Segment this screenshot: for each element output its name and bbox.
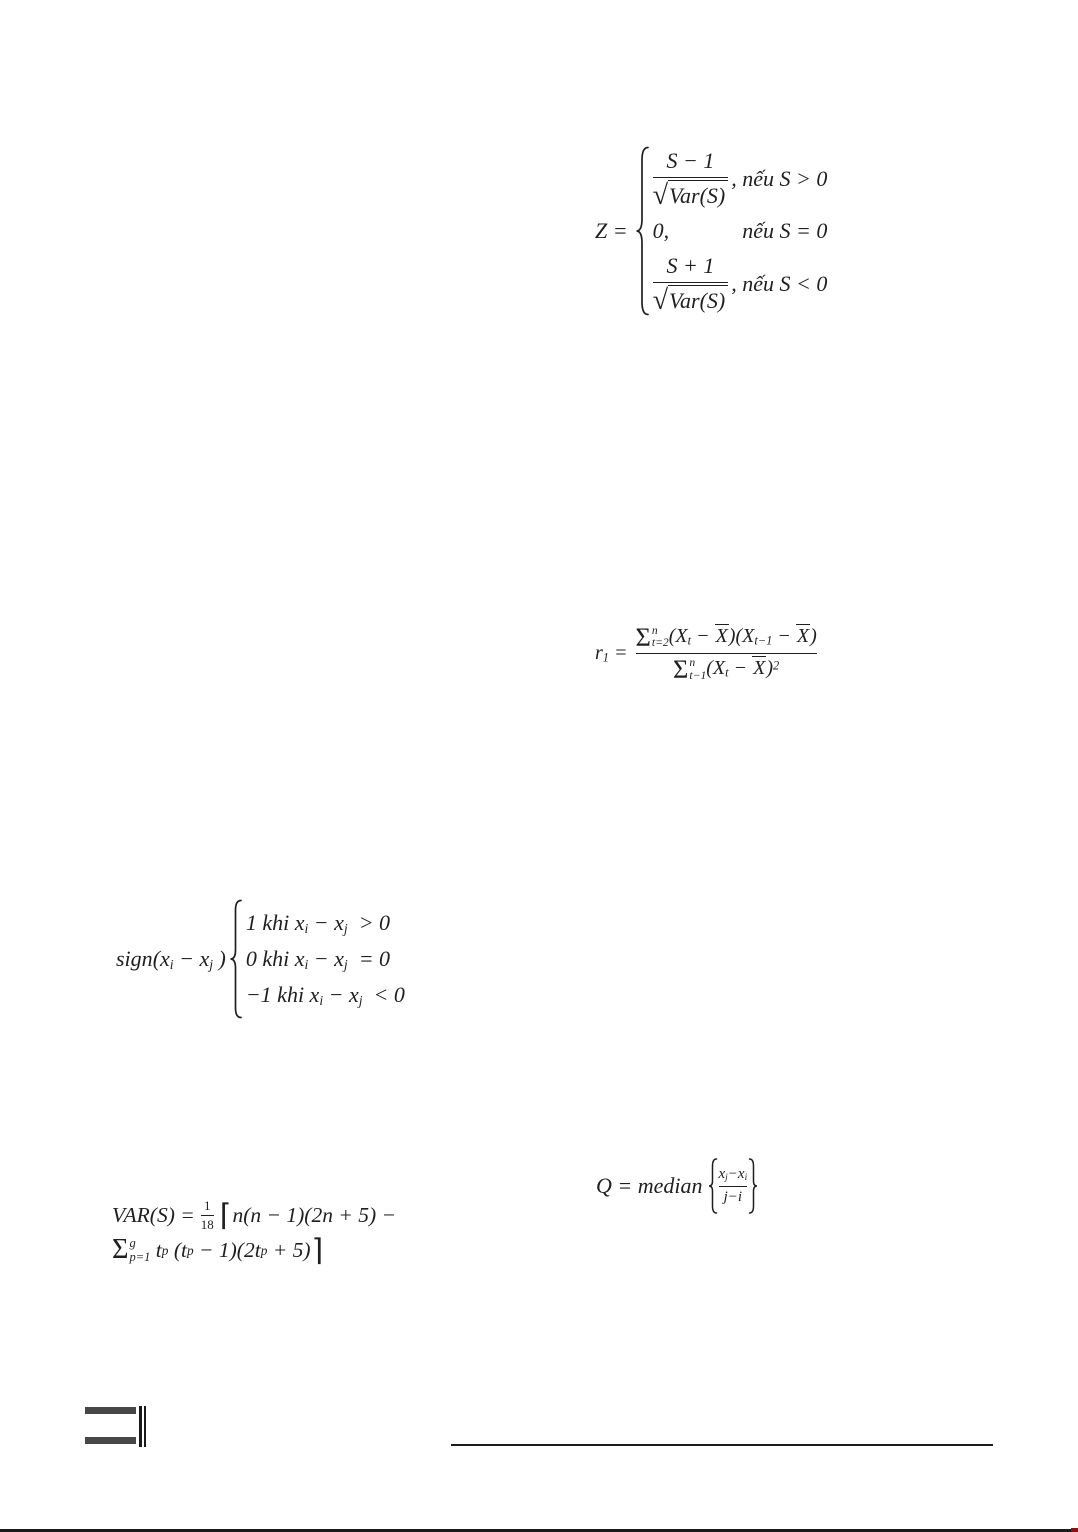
math-fragment: − 1)(2t — [193, 1238, 261, 1262]
fraction-bar — [636, 653, 817, 654]
math-numerator: 1 — [204, 1198, 211, 1213]
subscript: 1 — [602, 650, 609, 665]
footer-logo-mark — [85, 1406, 147, 1448]
math-numerator: S − 1 — [666, 148, 715, 173]
math-lhs — [116, 946, 226, 973]
formula-sign-function — [116, 899, 405, 1019]
math-fragment: + 5) — [267, 1238, 311, 1262]
math-fragment: (X — [668, 625, 688, 647]
cases-column — [246, 910, 405, 1009]
summation — [673, 654, 707, 685]
variable: x — [160, 945, 170, 971]
subscript: j — [343, 956, 348, 972]
variable: r — [595, 641, 603, 664]
logo-vertical-line — [144, 1406, 147, 1447]
math-fragment: 1 khi x — [245, 909, 305, 935]
variable: x — [718, 1165, 726, 1182]
math-fragment: > 0 — [347, 909, 391, 935]
fraction — [653, 148, 729, 209]
math-denominator: j−i — [723, 1189, 743, 1206]
sigma-symbol: Σ — [673, 654, 689, 685]
minus-sign: − — [728, 657, 753, 680]
subscript: p — [161, 1242, 169, 1258]
sum-upper-limit: n — [651, 623, 658, 637]
subscript: i — [304, 920, 309, 936]
math-denominator: 18 — [200, 1217, 214, 1232]
x-bar: X — [796, 625, 810, 647]
formula-lag1-autocorrelation — [595, 624, 817, 683]
curly-brace — [635, 146, 650, 316]
fraction — [719, 1166, 748, 1206]
math-fragment: (X — [706, 657, 726, 680]
square-root — [653, 285, 729, 314]
fraction — [636, 624, 817, 683]
math-fragment: n(n − 1)(2n + 5) − — [232, 1203, 397, 1227]
math-denominator — [673, 654, 780, 685]
formula-variance-s — [112, 1198, 396, 1268]
math-lhs — [595, 642, 628, 666]
footer-rule — [451, 1444, 993, 1446]
subscript: t — [725, 666, 729, 681]
sqrt-body: Var(S) — [668, 180, 728, 209]
subscript: j — [725, 1173, 728, 1184]
case-line — [246, 910, 405, 937]
math-lhs: Q = median — [596, 1173, 703, 1198]
case-line — [653, 148, 828, 209]
minus-sign: − — [772, 625, 796, 647]
math-numerator — [636, 624, 817, 650]
x-bar: X — [715, 625, 728, 647]
formula-sen-slope — [596, 1158, 758, 1214]
curly-brace — [229, 899, 243, 1019]
close-bracket: ⌉ — [311, 1233, 324, 1268]
subscript: j — [209, 956, 213, 972]
subscript: i — [319, 992, 324, 1008]
math-numerator: S + 1 — [666, 253, 715, 278]
equals-sign: = — [609, 641, 628, 664]
logo-bar — [85, 1437, 136, 1444]
variable: x — [737, 1165, 745, 1182]
coefficient-fraction — [201, 1198, 214, 1233]
curly-brace — [748, 1158, 758, 1214]
subscript: i — [744, 1173, 748, 1184]
sum-limits — [689, 657, 706, 682]
sqrt-body: Var(S) — [668, 285, 728, 314]
page-bottom-accent — [1071, 1528, 1078, 1532]
math-fragment: −1 khi x — [245, 981, 320, 1007]
subscript: t — [687, 633, 692, 648]
subscript: j — [343, 920, 348, 936]
math-lhs: Z = — [595, 218, 628, 243]
math-fragment: = 0 — [347, 945, 391, 971]
formula-z-statistic — [595, 146, 827, 316]
variable: x — [199, 945, 210, 971]
square-root — [653, 180, 729, 209]
subscript: i — [304, 956, 309, 972]
case-value: 0, — [652, 218, 670, 243]
radical-sign: √ — [652, 179, 669, 211]
math-fragment: t — [150, 1238, 162, 1262]
summation — [112, 1236, 150, 1264]
sum-upper-limit: n — [689, 656, 696, 670]
case-line — [246, 982, 405, 1009]
sum-limits — [652, 625, 669, 650]
summation — [636, 624, 669, 650]
formula-line — [112, 1198, 396, 1233]
subscript: i — [169, 956, 174, 972]
fraction — [653, 253, 729, 314]
sum-lower-limit: t=2 — [651, 636, 669, 650]
radical-sign: √ — [652, 284, 669, 316]
math-fragment: ( — [152, 945, 161, 971]
math-fragment: ) — [810, 625, 817, 647]
page-bottom-border — [0, 1529, 1078, 1532]
math-fragment: ) — [766, 657, 773, 680]
math-fragment: − x — [308, 945, 344, 971]
exponent: 2 — [772, 658, 780, 673]
sigma-symbol: Σ — [635, 622, 651, 652]
formula-line — [112, 1233, 396, 1268]
minus-sign: − — [691, 625, 715, 647]
subscript: t−1 — [754, 633, 773, 648]
sum-limits — [130, 1237, 151, 1264]
condition-text: , nếu S < 0 — [731, 270, 828, 296]
fraction-bar — [719, 1186, 748, 1187]
condition-text: , nếu S > 0 — [731, 165, 828, 191]
x-bar: X — [753, 657, 766, 680]
minus-sign: − — [727, 1165, 738, 1182]
fraction-bar — [201, 1215, 214, 1216]
function-name: sign — [116, 945, 153, 971]
case-line — [246, 946, 405, 973]
fraction-bar — [653, 282, 729, 283]
math-fragment: (X — [735, 625, 755, 647]
logo-vertical-line — [139, 1406, 142, 1447]
sigma-symbol: Σ — [112, 1234, 129, 1266]
curly-brace — [708, 1158, 718, 1214]
logo-bar — [85, 1407, 136, 1414]
math-fragment: ) — [213, 945, 226, 971]
math-fragment: − x — [308, 909, 344, 935]
math-fragment: (t — [168, 1238, 187, 1262]
cases-column — [653, 148, 828, 314]
open-bracket: ⌈ — [219, 1198, 232, 1233]
sum-lower-limit: t−1 — [689, 668, 707, 682]
sum-lower-limit: p=1 — [129, 1249, 151, 1264]
case-line — [653, 218, 828, 244]
subscript: j — [358, 992, 363, 1008]
subscript: p — [260, 1242, 268, 1258]
math-lhs: VAR(S) = — [112, 1203, 195, 1227]
sum-upper-limit: g — [129, 1236, 136, 1251]
math-numerator — [719, 1166, 748, 1183]
math-fragment: < 0 — [362, 981, 405, 1007]
math-fragment: 0 khi x — [245, 945, 305, 971]
minus-sign: − — [173, 945, 200, 971]
fraction-bar — [653, 177, 729, 178]
math-fragment: ) — [728, 625, 736, 647]
math-fragment: − x — [323, 981, 359, 1007]
subscript: p — [186, 1242, 194, 1258]
condition-text: nếu S = 0 — [742, 218, 828, 243]
case-line — [653, 253, 828, 314]
